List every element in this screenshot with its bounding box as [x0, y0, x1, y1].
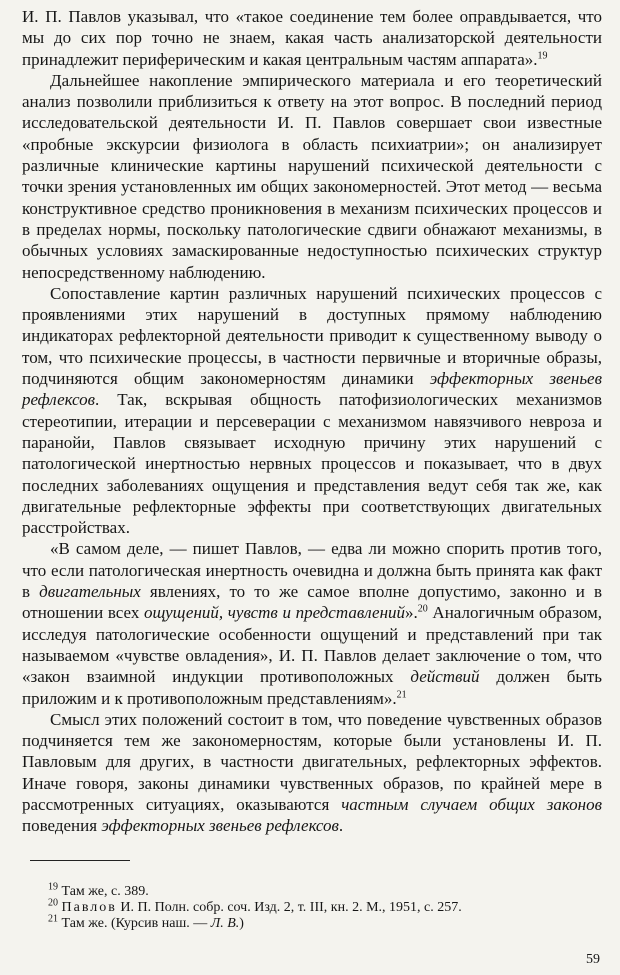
footnote-divider [30, 860, 130, 861]
italic-emphasis: двигательных [39, 582, 141, 602]
italic-emphasis: эффекторных звеньев рефлексов [22, 369, 602, 410]
paragraph-3: Сопоставление картин различных нарушений психических процессов с проявлениями этих нарушений в доступных прямому наблюдению индикаторах рефлекторной деятельности приводит к существенному выводу о том, что психические процессы, в частности первичные и вторичные образы, подчиняются общим закономерностям динамики эффекторных звеньев рефлексов. Так, вскрывая общность патофизиологических механизмов стереотипии, итерации и персеверации с механизмом навязчивого невроза и паранойи, Павлов связывает исходную причину этих нарушений с патологической инертностью нервных процессов и показывает, что в двух последних заболеваниях ощущения и представления ведут себя так же, как двигательные рефлекторные эффекты при соответствующих двигательных расстройствах. [22, 283, 602, 538]
footnote-ref-20: 20 [417, 603, 428, 615]
italic-emphasis: частным случаем общих законов [341, 794, 602, 814]
paragraph-5: Смысл этих положений состоит в том, что поведение чувственных образов подчиняется тем же закономерностям, которые были установлены И. П. Павловым для других, в частности двигательных, рефлекторных эффектов. Иначе говоря, законы динамики чувственных образов, по крайней мере в рассмотренных ситуациях, оказываются частным случаем общих законов поведения эффекторных звеньев рефлексов. [22, 709, 602, 836]
footnote-21: $^{21}$ Там же. (Курсив наш. — Л. В.) [48, 913, 244, 931]
italic-emphasis: эффекторных звеньев рефлексов [101, 816, 339, 836]
page-number: 59 [586, 952, 600, 967]
footnote-author: Павлов [61, 900, 117, 915]
paragraph-4: «В самом деле, — пишет Павлов, — едва ли можно спорить против того, что если патологическая инертность очевидна и должна быть принята как факт в двигательных явлениях, то то же самое вполне допустимо, законно и в отношении всех ощущений, чувств и представлений».$^{20}$ Аналогичным образом, исследуя патологические особенности ощущений и представлений при так называемом «чувстве овладения», И. П. Павлов делает заключение о том, что «закон взаимной индукции противоположных действий должен быть приложим и к противоположным представлениям».$^{21}$ [22, 539, 602, 708]
footnote-ref-21: 21 [396, 688, 407, 700]
main-text [22, 6, 602, 837]
footnote-ref-19: 19 [537, 49, 548, 61]
footnote-20: $^{20}$ Павлов И. П. Полн. собр. соч. Изд. 2, т. III, кн. 2. М., 1951, с. 257. [48, 897, 462, 915]
italic-emphasis: ощущений, чувств и представлений [144, 603, 406, 623]
paragraph-2: Дальнейшее накопление эмпирического материала и его теоретический анализ позволили приблизиться к ответу на этот вопрос. В последний период исследовательской деятельности И. П. Павлов совершает свои известные «пробные экскурсии физиолога в область психиатрии»; он анализирует различные клинические картины нарушений психической деятельности с точки зрения установленных им общих закономерностей. Этот метод — весьма конструктивное средство проникновения в механизм психических процессов и в пределах нормы, поскольку патологические сдвиги обнажают механизмы, в обычных условиях замаскированные недоступностью психических структур непосредственному наблюдению. [22, 70, 602, 282]
footnote-19: $^{19}$ Там же, с. 389. [48, 881, 149, 899]
italic-emphasis: действий [410, 667, 480, 687]
paragraph-1: И. П. Павлов указывал, что «такое соединение тем более оправдывается, что мы до сих пор точно не знаем, какая часть анализаторской деятельности принадлежит периферическим и какая центральным частям аппарата».$^{19}$ [22, 7, 602, 69]
footnotes [48, 881, 608, 932]
